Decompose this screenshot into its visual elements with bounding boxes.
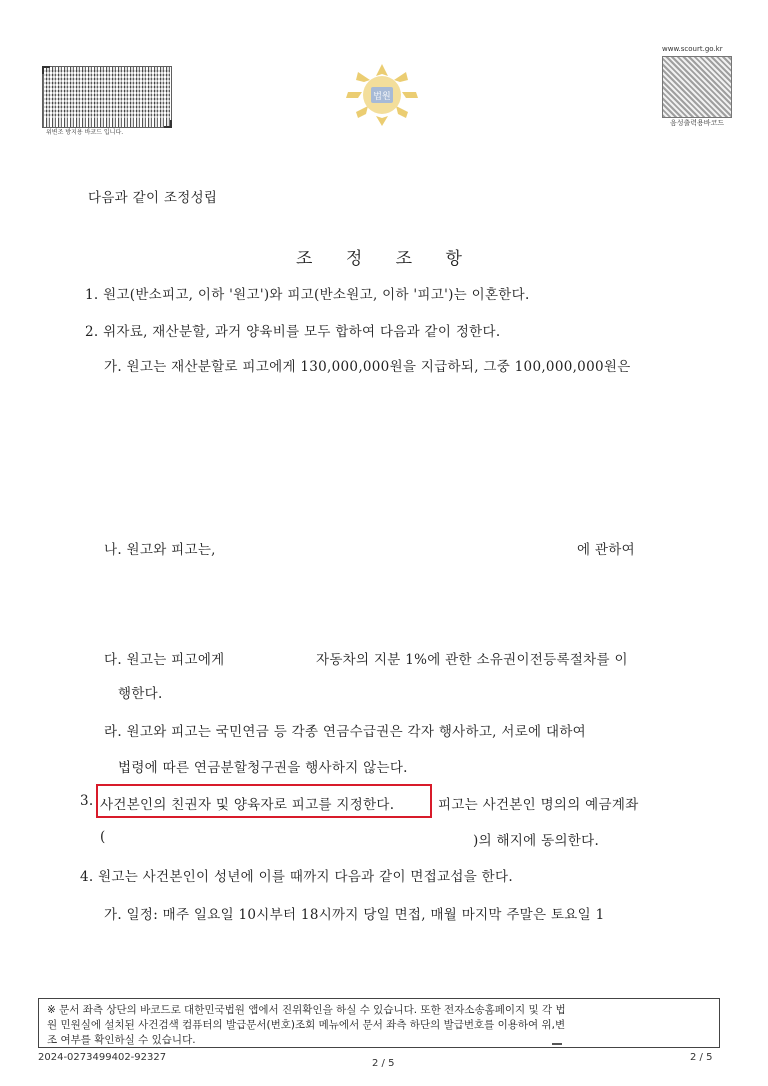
notice-line: 조 여부를 확인하실 수 있습니다. [47, 1034, 196, 1046]
clause-4: 4. 원고는 사건본인이 성년에 이를 때까지 다음과 같이 면접교섭을 한다. [80, 869, 513, 885]
barcode-caption: 위변조 방지용 바코드 입니다. [46, 129, 124, 136]
clause-3-highlighted: 사건본인의 친권자 및 양육자로 피고를 지정한다. [100, 797, 395, 813]
clause-3-cont-open: ( [100, 829, 106, 845]
clause-2-a: 가. 원고는 재산분할로 피고에게 130,000,000원을 지급하되, 그중 100,000,000원은 [104, 359, 631, 375]
qr-caption: 음성출력용바코드 [670, 119, 725, 127]
barcode-corner-mark [164, 120, 172, 128]
court-url: www.scourt.go.kr [662, 45, 723, 53]
verification-notice-box [38, 998, 720, 1048]
clause-3-number: 3. [80, 793, 94, 809]
clause-2-b-end: 에 관하여 [577, 542, 635, 558]
clause-2-d: 라. 원고와 피고는 국민연금 등 각종 연금수급권은 각자 행사하고, 서로에 대하여 [104, 724, 587, 740]
clause-1: 1. 원고(반소피고, 이하 '원고')와 피고(반소원고, 이하 '피고')는 이혼한다. [85, 287, 530, 303]
clause-2: 2. 위자료, 재산분할, 과거 양육비를 모두 합하여 다음과 같이 정한다. [85, 324, 501, 340]
clause-2-c-detail: 자동차의 지분 1%에 관한 소유권이전등록절차를 이 [316, 652, 628, 668]
issue-number: 2024-0273499402-92327 [38, 1052, 167, 1063]
section-heading: 조 정 조 항 [296, 249, 476, 269]
highlight-box [96, 784, 432, 818]
barcode-pattern [44, 70, 170, 118]
clause-2-d-cont: 법령에 따른 연금분할청구권을 행사하지 않는다. [118, 760, 408, 776]
clause-4-a: 가. 일정: 매주 일요일 10시부터 18시까지 당일 면접, 매월 마지막 주말은 토요일 1 [104, 907, 605, 923]
intro-text: 다음과 같이 조정성립 [88, 190, 218, 206]
page-indicator-center: 2 / 5 [372, 1058, 395, 1069]
notice-line: 원 민원실에 설치된 사건검색 컴퓨터의 발급문서(번호)조회 메뉴에서 문서 좌측 하단의 발급번호를 이용하여 위,변 [47, 1019, 566, 1031]
clause-2-c-cont: 행한다. [118, 686, 163, 702]
clause-2-c: 다. 원고는 피고에게 [104, 652, 225, 668]
court-emblem-logo [344, 62, 420, 128]
notice-line: ※ 문서 좌측 상단의 바코드로 대한민국법원 앱에서 진위확인을 하실 수 있습니다. 또한 전자소송홈페이지 및 각 법 [47, 1004, 566, 1016]
voice-output-barcode [662, 56, 732, 118]
emblem-text: 법원 [373, 92, 391, 102]
page-dash [552, 1043, 562, 1045]
clause-3-cont: )의 해지에 동의한다. [473, 833, 600, 849]
page-indicator-right: 2 / 5 [690, 1052, 713, 1063]
clause-3-rest: 피고는 사건본인 명의의 예금계좌 [438, 797, 639, 813]
barcode-corner-mark [42, 66, 50, 74]
clause-2-b: 나. 원고와 피고는, [104, 542, 216, 558]
